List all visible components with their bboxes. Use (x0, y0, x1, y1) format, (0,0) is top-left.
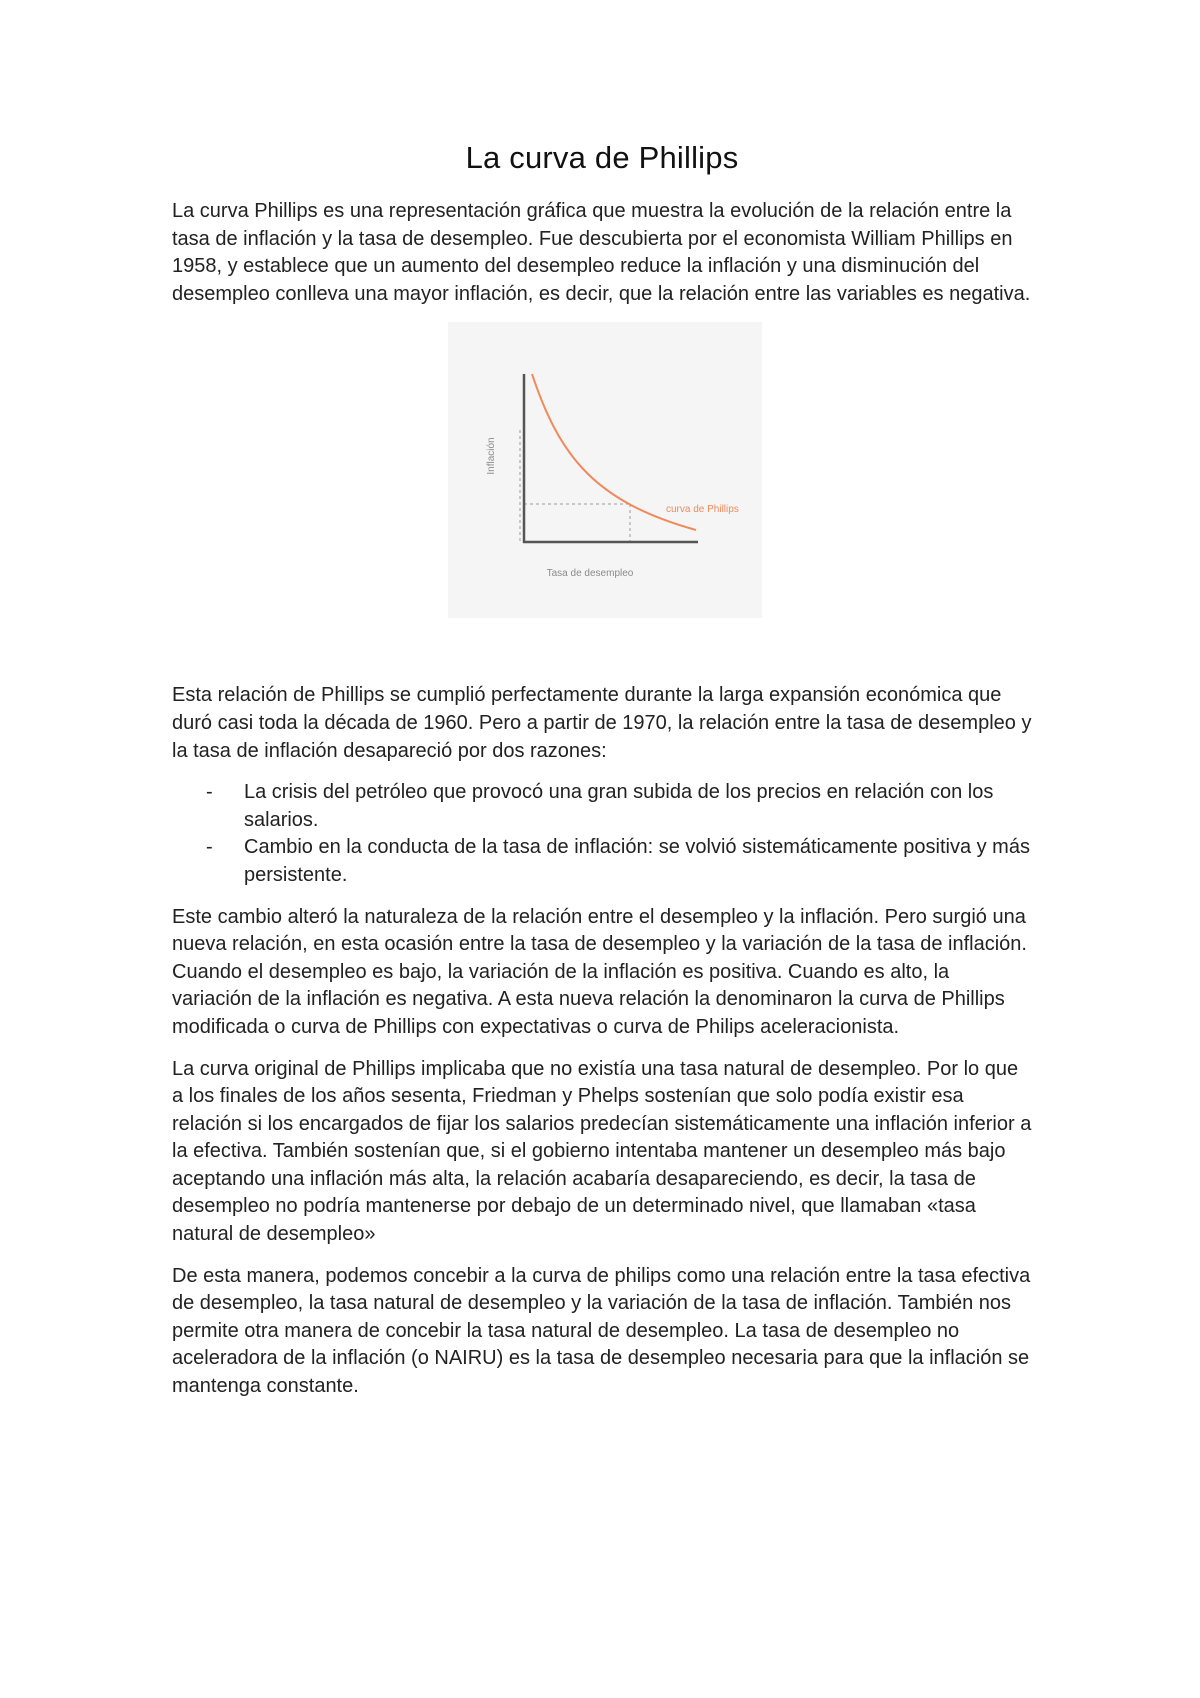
list-item (172, 779, 1032, 834)
figure-container (172, 322, 1032, 618)
paragraph-natural-rate: La curva original de Phillips implicaba que no existía una tasa natural de desempleo. Por lo que a los finales de los años sesenta, Friedman y Phelps sostenían que solo podía existir esa relación si los encargados de fijar los salarios predecían sistemáticamente una inflación inferior a la efectiva. También sostenían que, si el gobierno intentaba mantener un desempleo más bajo aceptando una inflación más alta, la relación acabaría desapareciendo, es decir, la tasa de desempleo no podría mantenerse por debajo de un determinado nivel, que llamaban «tasa natural de desempleo» (172, 1057, 1032, 1246)
reasons-list (172, 779, 1032, 889)
list-marker: - (206, 836, 213, 859)
document-page (172, 140, 1032, 1415)
phillips-curve-figure (448, 322, 762, 618)
paragraph-intro: La curva Phillips es una representación gráfica que muestra la evolución de la relación entre la tasa de inflación y la tasa de desempleo. Fue descubierta por el economista William Phillips en 1958, y establece que un aumento del desempleo reduce la inflación y una disminución del desempleo conlleva una mayor inflación, es decir, que la relación entre las variables es negativa. (172, 200, 1031, 305)
paragraph-expansion: Esta relación de Phillips se cumplió perfectamente durante la larga expansión económica que duró casi toda la década de 1960. Pero a partir de 1970, la relación entre la tasa de desempleo y la tasa de inflación desapareció por dos razones: (172, 684, 1032, 762)
paragraph-modified-curve: Este cambio alteró la naturaleza de la relación entre el desempleo y la inflación. Pero surgió una nueva relación, en esta ocasión entre la tasa de desempleo y la variación de la tasa de inflación. Cuando el desempleo es bajo, la variación de la inflación es positiva. Cuando es alto, la variación de la inflación es negativa. A esta nueva relación la denominaron la curva de Phillips modificada o curva de Phillips con expectativas o curva de Philips aceleracionista. (172, 905, 1027, 1038)
y-axis-label: Inflación (486, 437, 497, 475)
list-marker: - (206, 781, 213, 804)
x-axis-label: Tasa de desempleo (546, 568, 634, 580)
list-item-text: La crisis del petróleo que provocó una gran subida de los precios en relación con los salarios. (244, 781, 994, 831)
list-item-text: Cambio en la conducta de la tasa de inflación: se volvió sistemáticamente positiva y más persistente. (244, 836, 1030, 886)
spacer (172, 618, 1032, 682)
curve-label: curva de Phillips (666, 504, 739, 516)
phillips-curve-diagram (448, 322, 762, 618)
paragraph-nairu: De esta manera, podemos concebir a la curva de philips como una relación entre la tasa efectiva de desempleo, la tasa natural de desempleo y la variación de la tasa de inflación. También nos permite otra manera de concebir la tasa natural de desempleo. La tasa de desempleo no aceleradora de la inflación (o NAIRU) es la tasa de desempleo necesaria para que la inflación se mantenga constante. (172, 1264, 1031, 1398)
document-title: La curva de Phillips (465, 140, 739, 175)
list-item (172, 834, 1032, 889)
